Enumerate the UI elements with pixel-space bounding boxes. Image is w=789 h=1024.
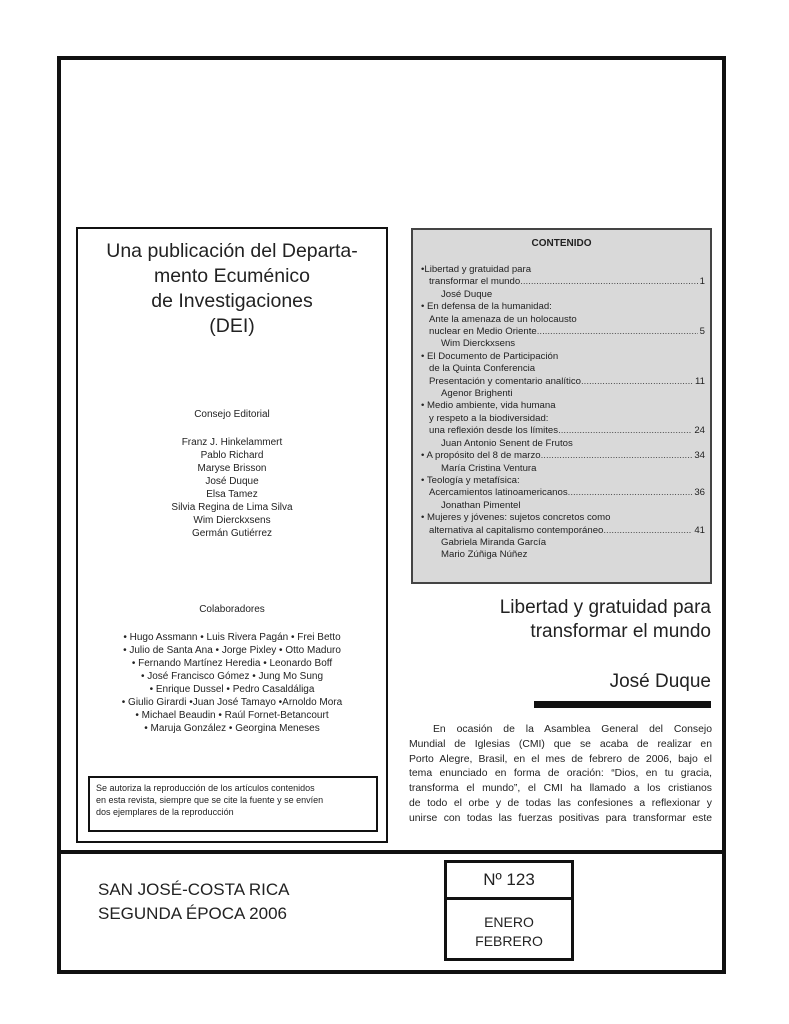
contents-entry-line: • Teología y metafísica:: [421, 474, 520, 486]
board-member: Elsa Tamez: [206, 489, 258, 500]
article-title-line: Libertad y gratuidad para: [499, 597, 711, 618]
contents-entry: [421, 475, 705, 512]
contents-entry-title-line: [421, 376, 705, 388]
contents-page-number: 1: [699, 276, 705, 288]
contents-entry-text: una reflexión desde los límites: [429, 425, 559, 437]
contents-entry-text: transformar el mundo: [429, 276, 521, 288]
article-author: José Duque: [609, 671, 711, 692]
contents-entry-line: • El Documento de Participación: [421, 350, 559, 362]
notice-line: dos ejemplares de la reproducción: [96, 807, 234, 817]
place-text: SAN JOSÉ-COSTA RICA: [98, 880, 290, 899]
publisher-title: [78, 239, 386, 339]
contents-entry-title-line: [421, 450, 705, 462]
board-member: Maryse Brisson: [197, 463, 267, 474]
dot-leader: [541, 450, 693, 462]
contents-page-number: 11: [695, 375, 705, 387]
collaborators-line: • Maruja González • Georgina Meneses: [144, 723, 320, 734]
contents-entry-author: Juan Antonio Senent de Frutos: [441, 437, 573, 449]
article-title-line: transformar el mundo: [530, 621, 711, 642]
contents-entry-author: Mario Zúñiga Núñez: [441, 549, 528, 561]
article-body-line: En ocasión de la Asamblea General del Consejo: [433, 724, 712, 735]
contents-page-number: 36: [694, 487, 705, 499]
reproduction-notice: [88, 776, 378, 832]
contents-entry-author: Gabriela Miranda García: [441, 536, 547, 548]
article-body: [409, 723, 712, 827]
board-member: Germán Gutiérrez: [191, 528, 273, 539]
contents-entry-line: •Libertad y gratuidad para: [421, 264, 532, 275]
dot-leader: [568, 487, 693, 499]
contents-entry-author: Jonathan Pimentel: [441, 499, 521, 511]
contents-entry-title-line: [421, 326, 705, 338]
article-rule: [534, 701, 711, 708]
collaborators-list: [78, 631, 386, 735]
board-member: José Duque: [205, 476, 259, 487]
article-body-line: unirse con todas las fuerzas positivas para transformar este: [409, 812, 712, 824]
contents-entry-title-line: [421, 487, 705, 499]
issue-months: [447, 913, 571, 951]
month-1: ENERO: [484, 914, 534, 930]
board-member: Franz J. Hinkelammert: [181, 437, 283, 448]
contents-entry: [421, 512, 705, 562]
contents-entry-text: Acercamientos latinoamericanos: [429, 487, 568, 499]
contents-entry-title-line: [421, 425, 705, 437]
contents-heading: CONTENIDO: [531, 238, 592, 249]
contents-entry-author: Wim Dierckxsens: [441, 338, 516, 350]
epoch-text: SEGUNDA ÉPOCA 2006: [98, 904, 287, 923]
collaborators-line: • Giulio Girardi •Juan José Tamayo •Arnoldo Mora: [121, 697, 343, 708]
board-member: Wim Dierckxsens: [193, 515, 271, 526]
collaborators-line: • Fernando Martínez Heredia • Leonardo Boff: [131, 658, 333, 669]
collaborators-line: • Julio de Santa Ana • Jorge Pixley • Otto Maduro: [123, 645, 341, 656]
collaborators-line: • José Francisco Gómez • Jung Mo Sung: [140, 671, 324, 682]
dot-leader: [520, 276, 697, 288]
article-body-line: Porto Alegre, Brasil, en el mes de febrero de 2006, bajo el: [409, 753, 712, 765]
contents-entry-title-line: [421, 276, 705, 288]
board-member: Pablo Richard: [200, 450, 264, 461]
contents-entry-author: José Duque: [441, 288, 493, 300]
article-body-line: de todo el orbe y de todas las confesiones a reflexionar y: [409, 797, 712, 809]
dot-leader: [537, 326, 698, 338]
collaborators-heading: Colaboradores: [199, 604, 265, 615]
footer-place: [98, 878, 289, 926]
contents-page-number: 34: [694, 450, 705, 462]
contents-entry-line: de la Quinta Conferencia: [429, 363, 536, 375]
publisher-title-line: Una publicación del Departa-: [106, 240, 358, 262]
publisher-title-line: mento Ecuménico: [153, 265, 311, 287]
article-body-line: Mundial de Iglesias (CMI) que se acaba de realizar en: [409, 738, 712, 750]
contents-entry-line: Ante la amenaza de un holocausto: [429, 313, 577, 325]
contents-entry-author: Agenor Brighenti: [441, 388, 513, 400]
contents-entry-line: • En defensa de la humanidad:: [421, 301, 552, 313]
editorial-board-heading: Consejo Editorial: [194, 409, 270, 420]
contents-entry-text: Presentación y comentario analítico: [429, 375, 581, 387]
publisher-box: [76, 227, 388, 843]
contents-page-number: 24: [694, 425, 705, 437]
contents-box: [411, 228, 712, 584]
footer-divider: [57, 850, 726, 854]
dot-leader: [558, 425, 692, 437]
contents-entry-text: alternativa al capitalismo contemporáneo: [429, 524, 604, 536]
article-body-line: tema enunciado en forma de oración: “Dios, en tu gracia,: [409, 768, 712, 780]
contents-entry-text: nuclear en Medio Oriente: [429, 326, 537, 338]
contents-entry: [421, 264, 705, 301]
article-body-line: transforma el mundo”, el CMI ha llamado a los cristianos: [409, 783, 712, 795]
dot-leader: [581, 376, 693, 388]
contents-entry-author: María Cristina Ventura: [441, 462, 537, 474]
publisher-title-line: de Investigaciones: [151, 290, 313, 312]
dot-leader: [603, 525, 692, 537]
month-2: FEBRERO: [475, 933, 543, 949]
contents-entry: [421, 301, 705, 351]
contents-entry: [421, 351, 705, 401]
contents-entry: [421, 450, 705, 475]
contents-entry-title-line: [421, 525, 705, 537]
notice-line: Se autoriza la reproducción de los artículos contenidos: [96, 783, 315, 793]
editorial-board-list: [78, 436, 386, 540]
notice-line: en esta revista, siempre que se cite la fuente y se envíen: [96, 795, 324, 805]
collaborators-line: • Enrique Dussel • Pedro Casaldáliga: [149, 684, 315, 695]
contents-entry-text: • A propósito del 8 de marzo: [421, 450, 541, 462]
article-title: [440, 596, 711, 644]
issue-number: Nº 123: [447, 863, 571, 900]
contents-entry-line: y respeto a la biodiversidad:: [429, 412, 549, 424]
contents-page-number: 5: [699, 326, 705, 338]
publisher-title-line: (DEI): [209, 315, 255, 337]
contents-list: [421, 264, 705, 562]
board-member: Silvia Regina de Lima Silva: [171, 502, 293, 513]
collaborators-line: • Michael Beaudin • Raúl Fornet-Betancourt: [135, 710, 329, 721]
collaborators-line: • Hugo Assmann • Luis Rivera Pagán • Frei Betto: [123, 632, 341, 643]
issue-box: [444, 860, 574, 961]
contents-page-number: 41: [694, 524, 705, 536]
contents-entry: [421, 400, 705, 450]
contents-entry-line: • Mujeres y jóvenes: sujetos concretos como: [421, 512, 611, 524]
contents-entry-line: • Medio ambiente, vida humana: [421, 400, 556, 412]
